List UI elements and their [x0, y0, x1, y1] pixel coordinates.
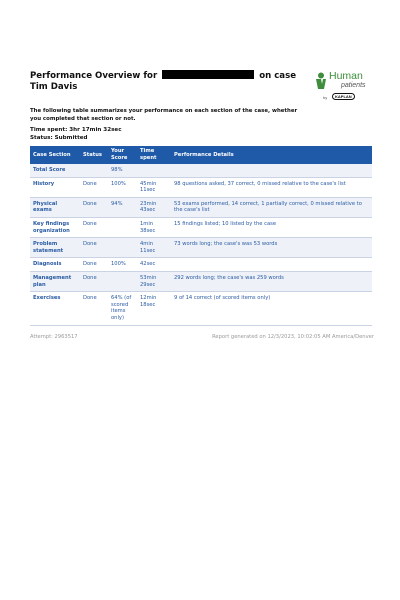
redacted-name: [162, 70, 254, 79]
cell-time: 4min 11sec: [137, 238, 171, 258]
logo-brand: Human: [329, 70, 363, 82]
table-row: [30, 164, 372, 177]
cell-score: 100%: [108, 177, 137, 197]
col-header-section: Case Section: [30, 146, 80, 164]
cell-time: 42sec: [137, 258, 171, 272]
cell-time: 23min 43sec: [137, 197, 171, 217]
cell-section: History: [30, 177, 80, 197]
cell-section: Total Score: [30, 164, 80, 177]
title-suffix: on case Tim Davis: [30, 71, 297, 92]
cell-score: 100%: [108, 258, 137, 272]
cell-status: Done: [80, 238, 108, 258]
cell-section: Diagnosis: [30, 258, 80, 272]
cell-section: Key findings organization: [30, 217, 80, 237]
cell-details: 73 words long; the case's was 53 words: [171, 238, 372, 258]
cell-time: [137, 164, 171, 177]
col-header-status: Status: [80, 146, 108, 164]
col-header-score: Your Score: [108, 146, 137, 164]
cell-score: [108, 238, 137, 258]
table-header-row: [30, 146, 372, 164]
cell-score: 94%: [108, 197, 137, 217]
cell-score: [108, 217, 137, 237]
time-spent: Time spent: 3hr 17min 32sec: [30, 127, 122, 133]
logo-sub: patients: [341, 82, 366, 89]
cell-status: Done: [80, 197, 108, 217]
col-header-details: Performance Details: [171, 146, 372, 164]
cell-details: 15 findings listed; 10 listed by the case: [171, 217, 372, 237]
cell-score: 64% (of scored items only): [108, 292, 137, 325]
cell-section: Problem statement: [30, 238, 80, 258]
intro-text: The following table summarizes your performance on each section of the case, whether you completed that section or not.: [30, 108, 298, 122]
table-row: [30, 217, 372, 237]
cell-section: Exercises: [30, 292, 80, 325]
table-row: [30, 258, 372, 272]
cell-details: [171, 164, 372, 177]
cell-section: Management plan: [30, 271, 80, 291]
kaplan-logo: KAPLAN: [332, 93, 355, 100]
cell-time: 12min 18sec: [137, 292, 171, 325]
report-page: [30, 70, 372, 342]
col-header-time: Time spent: [137, 146, 171, 164]
table-row: [30, 271, 372, 291]
table-row: [30, 177, 372, 197]
meta-info: [30, 127, 372, 142]
cell-section: Physical exams: [30, 197, 80, 217]
cell-details: 53 exams performed, 14 correct, 1 partially correct, 0 missed relative to the case's list: [171, 197, 372, 217]
cell-details: [171, 258, 372, 272]
cell-score: [108, 271, 137, 291]
table-row: [30, 292, 372, 325]
cell-status: Done: [80, 292, 108, 325]
performance-table: [30, 146, 372, 326]
title-prefix: Performance Overview for: [30, 71, 158, 81]
status-text: Status: Submitted: [30, 134, 88, 141]
page-title: [30, 70, 300, 93]
cell-time: 1min 38sec: [137, 217, 171, 237]
cell-time: 53min 29sec: [137, 271, 171, 291]
human-figure-icon: [313, 72, 329, 90]
generated-timestamp: Report generated on 12/3/2023, 10:02:05 AM America/Denver: [212, 333, 374, 340]
cell-details: 98 questions asked, 37 correct, 0 missed relative to the case's list: [171, 177, 372, 197]
report-header: [30, 70, 372, 106]
cell-status: Done: [80, 217, 108, 237]
cell-status: Done: [80, 258, 108, 272]
human-patients-logo: [313, 71, 375, 109]
report-footer: [30, 334, 372, 342]
cell-time: 45min 11sec: [137, 177, 171, 197]
logo-by: by: [323, 95, 328, 100]
cell-status: [80, 164, 108, 177]
table-row: [30, 238, 372, 258]
attempt-id: Attempt: 2963517: [30, 333, 78, 340]
cell-status: Done: [80, 177, 108, 197]
table-row: [30, 197, 372, 217]
cell-details: 9 of 14 correct (of scored items only): [171, 292, 372, 325]
cell-status: Done: [80, 271, 108, 291]
cell-details: 292 words long; the case's was 259 words: [171, 271, 372, 291]
cell-score: 98%: [108, 164, 137, 177]
